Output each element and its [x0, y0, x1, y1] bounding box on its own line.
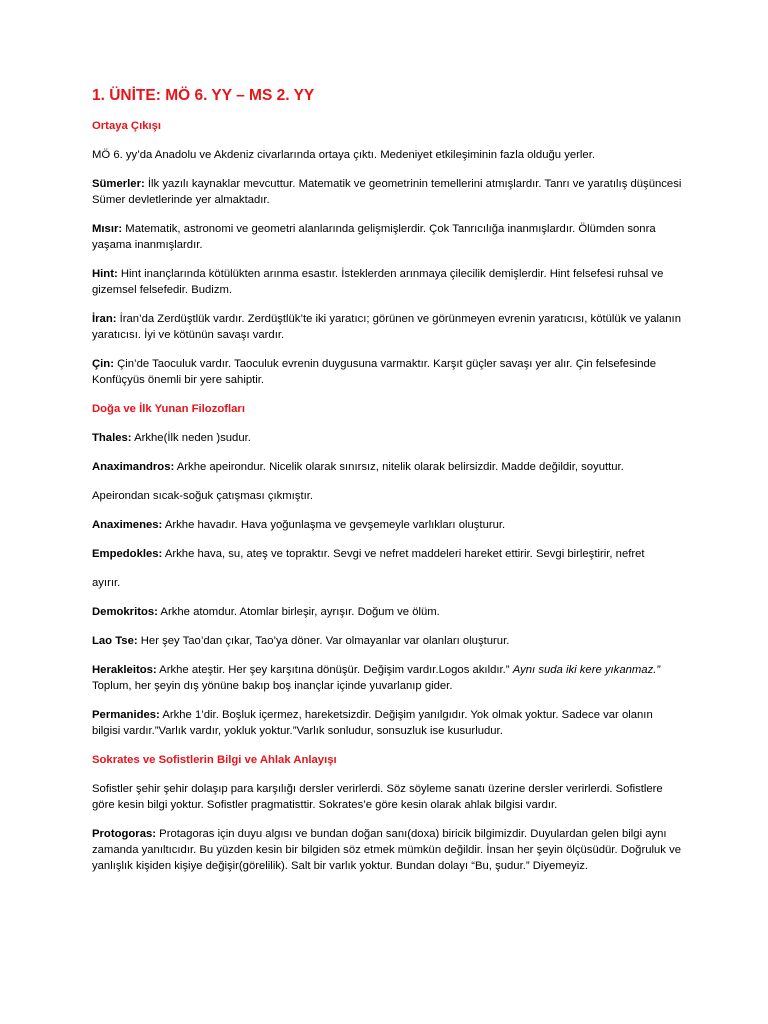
- text-permanides: Arkhe 1’dir. Boşluk içermez, hareketsizdir. Değişim yanılgıdır. Yok olmak yoktur. Sadece var olanın bilgisi vardır.”Varlık vardır, yokluk yoktur.”Varlık sonludur, sonsuzluk ise kusurludur.: [92, 709, 653, 737]
- paragraph-empedokles-cont: ayırır.: [92, 577, 121, 589]
- text-anaximenes: Arkhe havadır. Hava yoğunlaşma ve gevşemeyle varlıkları oluşturur.: [162, 519, 506, 531]
- term-hint: Hint:: [92, 268, 118, 280]
- text-sumerler: İlk yazılı kaynaklar mevcuttur. Matematik ve geometrinin temellerini atmışlardır. Tanrı ve yaratılış düşüncesi Sümer devletlerinde yer almaktadır.: [92, 178, 682, 206]
- text-iran: İran’da Zerdüştlük vardır. Zerdüştlük’te iki yaratıcı; görünen ve görünmeyen evrenin yaratıcısı, kötülük ve yalanın yaratıcısı. İyi ve kötünün savaşı vardır.: [92, 313, 681, 341]
- text-anaximandros: Arkhe apeirondur. Nicelik olarak sınırsız, nitelik olarak belirsizdir. Madde değildir, soyuttur.: [174, 461, 624, 473]
- paragraph-anaximenes: [92, 517, 682, 533]
- text-cin: Çin’de Taoculuk vardır. Taoculuk evrenin duygusuna varmaktır. Karşıt güçler savaşı yer alır. Çin felsefesinde Konfüçyüs önemli bir yere sahiptir.: [92, 358, 657, 386]
- paragraph-apeiron-note: Apeirondan sıcak-soğuk çatışması çıkmıştır.: [92, 490, 314, 502]
- term-protogoras: Protogoras:: [92, 828, 157, 840]
- paragraph-thales: [92, 430, 682, 446]
- term-misir: Mısır:: [92, 223, 123, 235]
- text-thales: Arkhe(İlk neden )sudur.: [131, 432, 251, 444]
- paragraph-hint: [92, 266, 682, 298]
- term-anaximenes: Anaximenes:: [92, 519, 163, 531]
- document-page: [92, 86, 682, 887]
- text-laotse: Her şey Tao’dan çıkar, Tao’ya döner. Var olmayanlar var olanları oluşturur.: [137, 635, 510, 647]
- paragraph-origin-intro: MÖ 6. yy’da Anadolu ve Akdeniz civarlarında ortaya çıktı. Medeniyet etkileşiminin fazla olduğu yerler.: [92, 149, 595, 161]
- paragraph-demokritos: [92, 604, 682, 620]
- section-heading-sokrates-sofistler: Sokrates ve Sofistlerin Bilgi ve Ahlak Anlayışı: [92, 754, 337, 766]
- paragraph-cin: [92, 356, 682, 388]
- paragraph-herakleitos: [92, 662, 682, 694]
- paragraph-laotse: [92, 633, 682, 649]
- text-demokritos: Arkhe atomdur. Atomlar birleşir, ayrışır. Doğum ve ölüm.: [157, 606, 440, 618]
- paragraph-protogoras: [92, 826, 682, 874]
- term-laotse: Lao Tse:: [92, 635, 138, 647]
- term-sumerler: Sümerler:: [92, 178, 145, 190]
- text-empedokles: Arkhe hava, su, ateş ve topraktır. Sevgi ve nefret maddeleri hareket ettirir. Sevgi birleştirir, nefret: [162, 548, 645, 560]
- term-iran: İran:: [92, 313, 117, 325]
- text-hint: Hint inançlarında kötülükten arınma esastır. İsteklerden arınmaya çilecilik demişlerdir. Hint felsefesi ruhsal ve gizemsel felsefedir. Budizm.: [92, 268, 664, 296]
- term-cin: Çin:: [92, 358, 114, 370]
- quote-herakleitos: Aynı suda iki kere yıkanmaz.”: [512, 664, 661, 676]
- paragraph-sofistler-intro: Sofistler şehir şehir dolaşıp para karşılığı dersler verirlerdi. Söz söyleme sanatı üzerine dersler verirlerdi. Sofistlere göre kesin bilgi yoktur. Sofistler pragmatisttir. Sokrates’e göre kesin olarak ahlak bilgisi vardır.: [92, 783, 663, 811]
- term-empedokles: Empedokles:: [92, 548, 163, 560]
- paragraph-anaximandros: [92, 459, 682, 475]
- paragraph-sumerler: [92, 176, 682, 208]
- term-thales: Thales:: [92, 432, 132, 444]
- text-misir: Matematik, astronomi ve geometri alanlarında gelişmişlerdir. Çok Tanrıcılığa inanmışlardır. Ölümden sonra yaşama inanmışlardır.: [92, 223, 656, 251]
- text-herakleitos-a: Arkhe ateştir. Her şey karşıtına dönüşür. Değişim vardır.Logos akıldır.”: [156, 664, 513, 676]
- paragraph-permanides: [92, 707, 682, 739]
- term-permanides: Permanides:: [92, 709, 160, 721]
- text-herakleitos-b: Toplum, her şeyin dış yönüne bakıp boş inançlar içinde yuvarlanıp gider.: [92, 680, 453, 692]
- term-anaximandros: Anaximandros:: [92, 461, 175, 473]
- unit-title: 1. ÜNİTE: MÖ 6. YY – MS 2. YY: [92, 87, 315, 104]
- term-demokritos: Demokritos:: [92, 606, 158, 618]
- term-herakleitos: Herakleitos:: [92, 664, 157, 676]
- paragraph-misir: [92, 221, 682, 253]
- section-heading-philosophers: Doğa ve İlk Yunan Filozofları: [92, 403, 245, 415]
- paragraph-iran: [92, 311, 682, 343]
- text-protogoras: Protagoras için duyu algısı ve bundan doğan sanı(doxa) biricik bilgimizdir. Duyulardan gelen bilgi aynı zamanda yanıltıcıdır. Bu yüzden kesin bir bilgiden söz etmek mümkün değildir. İnsan her şeyin ölçüsüdür. Doğruluk ve yanlışlık kişiden kişiye değişir(görelilik). Salt bir varlık yoktur. Bundan dolayı “Bu, şudur.” Diyemeyiz.: [92, 828, 682, 872]
- section-heading-origin: Ortaya Çıkışı: [92, 120, 162, 132]
- paragraph-empedokles: [92, 546, 682, 562]
